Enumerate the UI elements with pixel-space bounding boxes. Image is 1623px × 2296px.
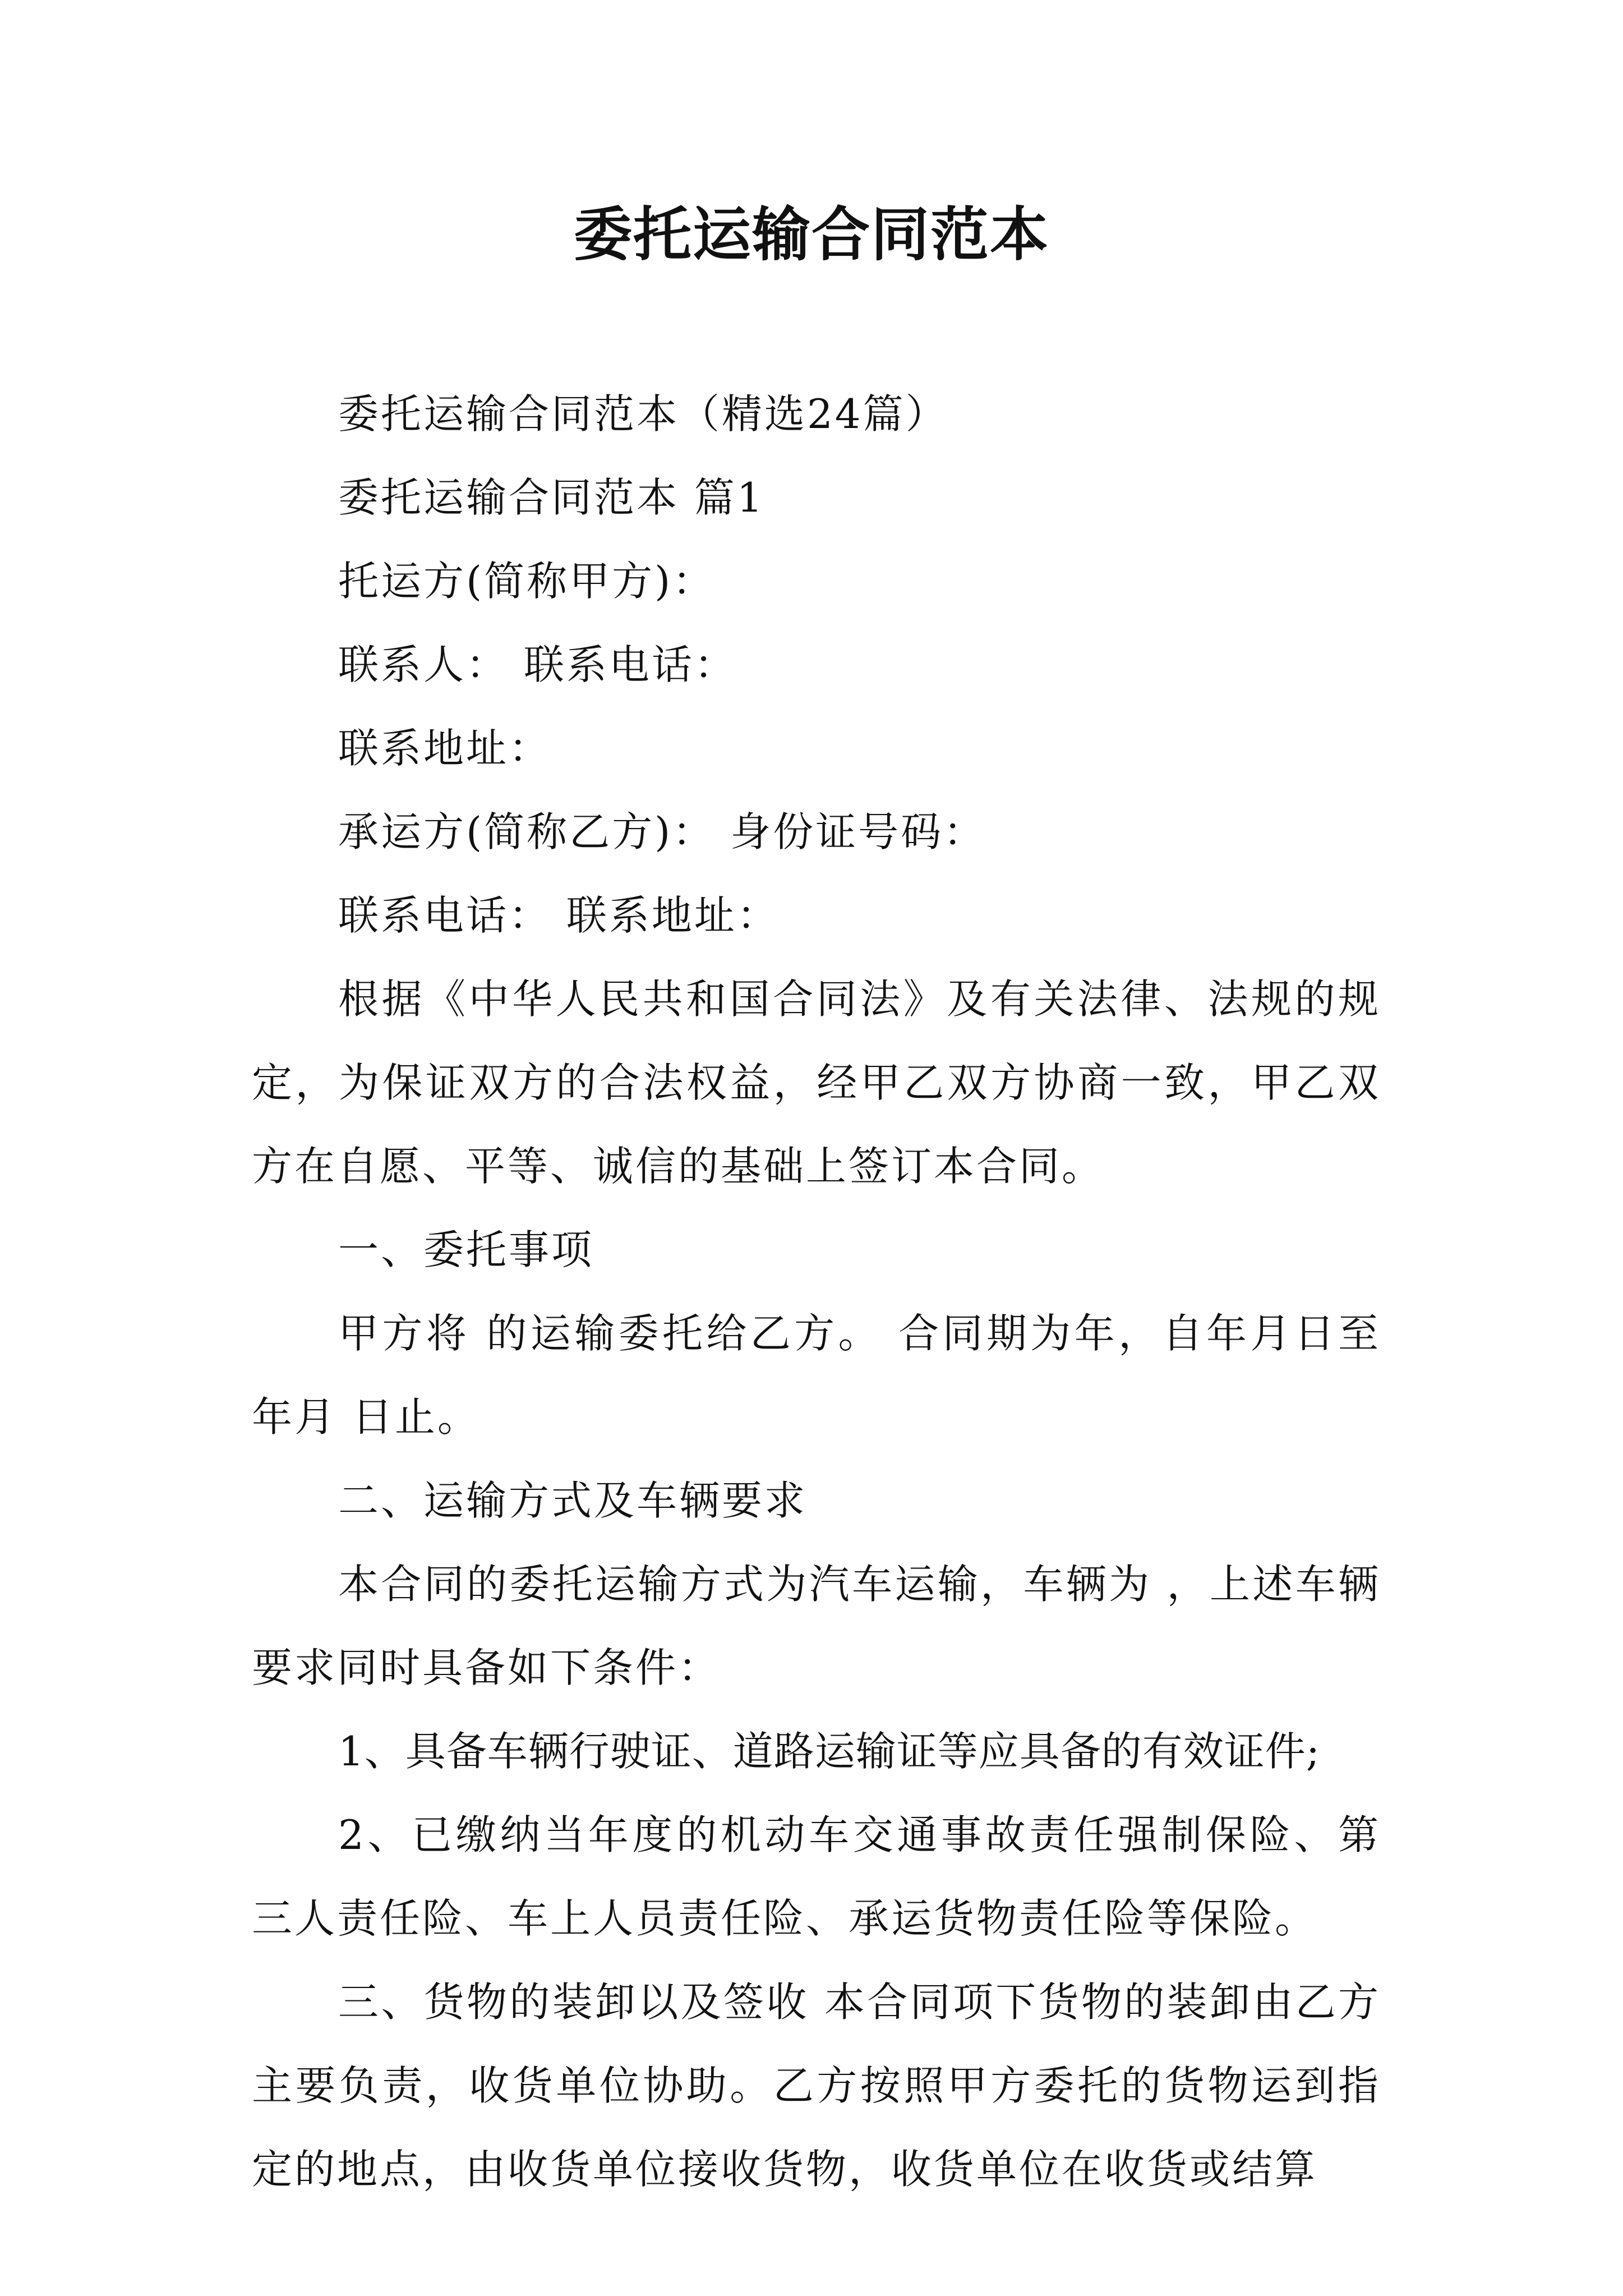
- paragraph-carrier-contact: 联系电话： 联系地址：: [338, 892, 780, 939]
- paragraph-condition-2: 2、已缴纳当年度的机动车交通事故责任强制保险、第三人责任险、车上人员责任险、承运货物责任险等保险。: [252, 1811, 1381, 1942]
- paragraph-carrier: 承运方(简称乙方)： 身份证号码：: [338, 808, 986, 855]
- document-title: 委托运输合同范本: [573, 200, 1049, 269]
- paragraph-entrustment: 甲方将 的运输委托给乙方。 合同期为年，自年月日至年月 日止。: [252, 1310, 1381, 1441]
- paragraph-loading-unloading: 三、货物的装卸以及签收 本合同项下货物的装卸由乙方主要负责，收货单位协助。乙方按照甲方委托的货物运到指定的地点，由收货单位接收货物，收货单位在收货或结算: [252, 1978, 1381, 2193]
- document-body: [252, 372, 1381, 2211]
- paragraph-condition-1: 1、具备车辆行驶证、道路运输证等应具备的有效证件;: [338, 1728, 1321, 1775]
- section-heading-entrustment: 一、委托事项: [338, 1226, 594, 1273]
- paragraph-contact-address: 联系地址：: [338, 725, 552, 772]
- section-heading-transport-method: 二、运输方式及车辆要求: [338, 1477, 808, 1524]
- paragraph-contact-person: 联系人： 联系电话：: [338, 641, 737, 688]
- paragraph-transport-method: 本合同的委托运输方式为汽车运输，车辆为 ，上述车辆要求同时具备如下条件：: [252, 1561, 1381, 1691]
- paragraph-shipper: 托运方(简称甲方)：: [338, 558, 716, 605]
- paragraph-heading-part-1: 委托运输合同范本 篇1: [338, 474, 765, 521]
- paragraph-subtitle: 委托运输合同范本（精选24篇）: [338, 390, 948, 438]
- paragraph-preamble: 根据《中华人民共和国合同法》及有关法律、法规的规定，为保证双方的合法权益，经甲乙双方协商一致，甲乙双方在自愿、平等、诚信的基础上签订本合同。: [252, 976, 1381, 1190]
